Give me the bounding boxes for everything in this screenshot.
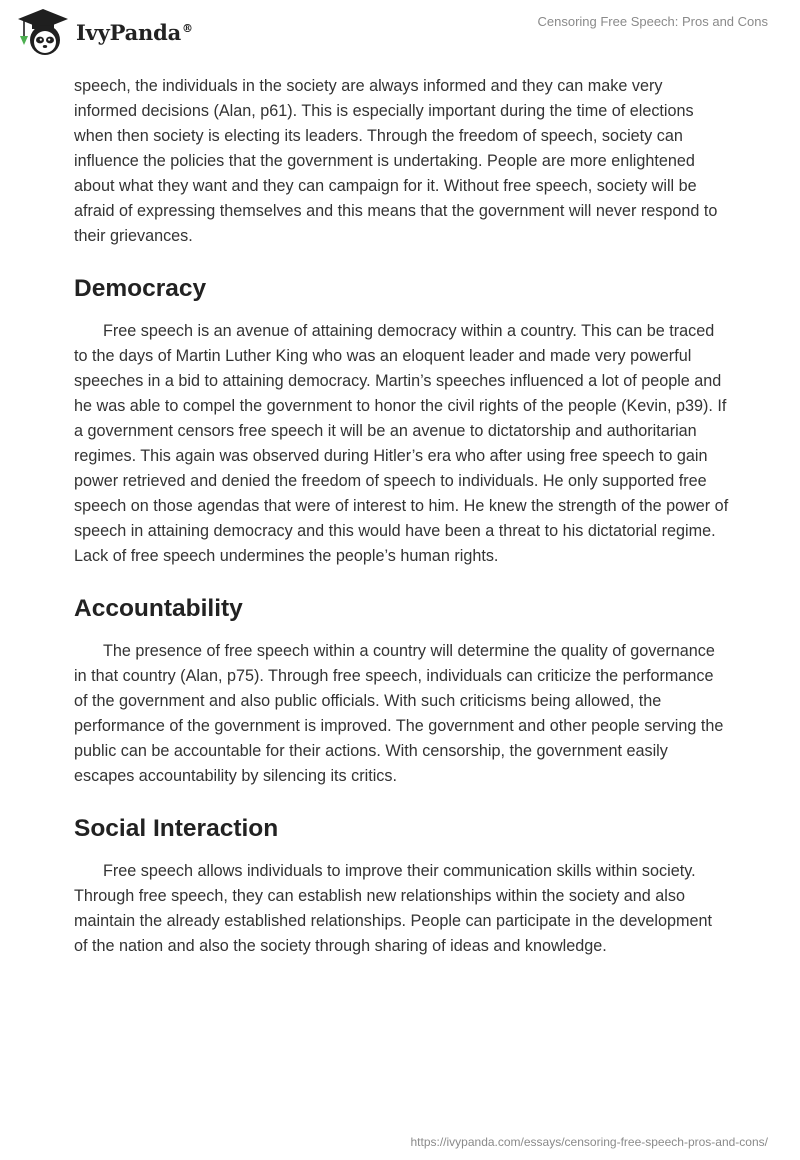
paragraph: speech, the individuals in the society are always informed and they can make very informed decisions (Alan, p61). This is especially important during the time of elections when then society is electing its leaders. Through the freedom of speech, society can influence the policies that the government is undertaking. People are more enlightened about what they want and they can campaign for it. Without free speech, society will be afraid of expressing themselves and this means that the government will never respond to their grievances. [74, 77, 718, 245]
paragraph: Free speech is an avenue of attaining democracy within a country. This can be traced to the days of Martin Luther King who was an eloquent leader and made very powerful speeches in a bid to attaining democracy. Martin’s speeches influenced a lot of people and he was able to compel the government to honor the civil rights of the people (Kevin, p39). If a government censors free speech it will be an avenue to dictatorship and authoritarian regimes. This again was observed during Hitler’s era who after using free speech to gain power retrieved and denied the freedom of speech to individuals. He only supported free speech on those agendas that were of interest to him. He knew the strength of the power of speech in attaining democracy and this would have been a threat to his dictatorial regime. Lack of free speech undermines the people’s human rights. [74, 322, 729, 565]
section-heading-social-interaction: Social Interaction [74, 815, 279, 842]
brand-name: IvyPanda® [76, 19, 193, 45]
paragraph: Free speech allows individuals to improve their communication skills within society. Through free speech, they can establish new relationships within the society and also maintain the already established relationships. People can participate in the development of the nation and also the society through sharing of ideas and knowledge. [74, 862, 713, 955]
section-heading-democracy: Democracy [74, 275, 207, 302]
section-heading-accountability: Accountability [74, 595, 243, 622]
page-header [0, 0, 800, 64]
panda-graduate-icon [14, 7, 72, 57]
document-title: Censoring Free Speech: Pros and Cons [537, 14, 768, 29]
paragraph: The presence of free speech within a country will determine the quality of governance in that country (Alan, p75). Through free speech, individuals can criticize the performance of the government and also public officials. With such criticisms being allowed, the performance of the government is improved. The government and other people serving the public can be accountable for their actions. With censorship, the government easily escapes accountability by silencing its critics. [74, 642, 724, 785]
ivypanda-logo[interactable] [14, 7, 193, 57]
essay-body [74, 74, 729, 965]
source-url[interactable]: https://ivypanda.com/essays/censoring-free-speech-pros-and-cons/ [410, 1135, 768, 1149]
